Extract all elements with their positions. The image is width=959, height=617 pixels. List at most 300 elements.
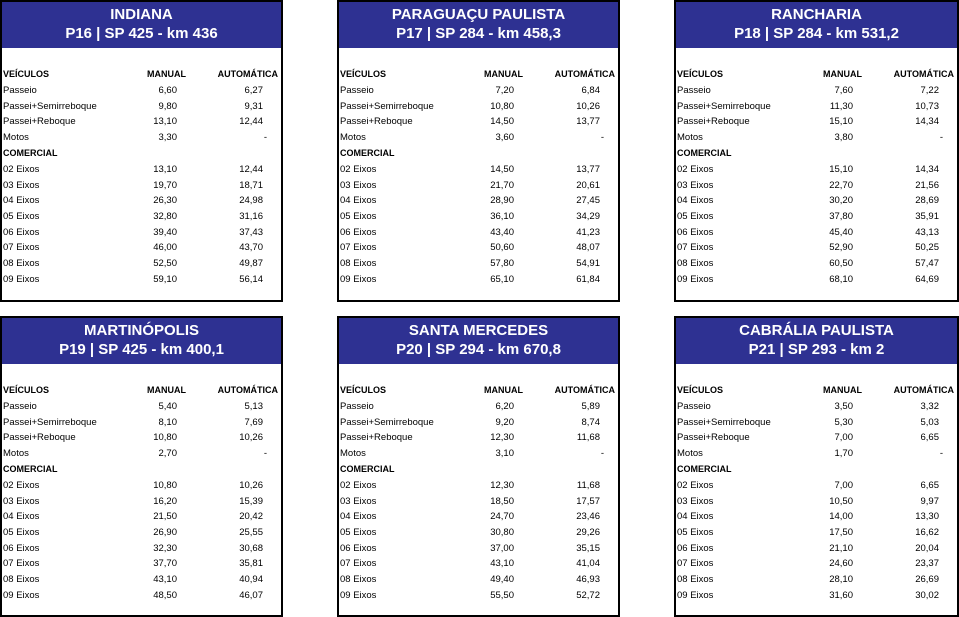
plaza-header: [676, 2, 957, 48]
automatic-column-header: AUTOMÁTICA: [554, 385, 615, 395]
fare-row-axles: [339, 494, 618, 509]
manual-fare: 10,80: [153, 480, 177, 491]
manual-fare: 7,00: [834, 480, 853, 491]
plaza-location-code: P19 | SP 425 - km 400,1: [59, 341, 224, 358]
fare-row-reboque: [339, 430, 618, 445]
row-label: Motos: [3, 448, 29, 459]
plaza-city-name: MARTINÓPOLIS: [84, 322, 199, 339]
automatic-fare: 43,13: [915, 227, 939, 238]
automatic-fare: 46,93: [576, 574, 600, 585]
row-label: 02 Eixos: [340, 164, 377, 175]
automatic-fare: 5,03: [920, 417, 939, 428]
fare-row-reboque: [339, 114, 618, 129]
row-label: 08 Eixos: [3, 258, 40, 269]
toll-plaza-panel: [674, 316, 959, 617]
row-label: COMERCIAL: [677, 148, 732, 158]
manual-fare: 11,30: [829, 101, 853, 112]
automatic-fare: 61,84: [576, 274, 600, 285]
row-label: 07 Eixos: [677, 558, 714, 569]
fare-row-motos: [2, 446, 281, 461]
fare-row-semirreboque: [676, 415, 957, 430]
fare-row-axles: [339, 193, 618, 208]
section-label-comercial: [2, 462, 281, 477]
row-label: VEÍCULOS: [340, 385, 387, 395]
plaza-location-code: P21 | SP 293 - km 2: [748, 341, 885, 358]
manual-fare: 12,30: [490, 432, 514, 443]
fare-row-axles: [339, 556, 618, 571]
row-label: 03 Eixos: [3, 180, 40, 191]
manual-fare: 21,70: [490, 180, 514, 191]
row-label: 04 Eixos: [340, 195, 377, 206]
row-label: 04 Eixos: [3, 195, 40, 206]
automatic-fare: 5,89: [581, 401, 600, 412]
row-label: VEÍCULOS: [340, 69, 387, 79]
manual-column-header: MANUAL: [147, 69, 186, 79]
automatic-fare: 20,04: [915, 543, 939, 554]
row-label: 03 Eixos: [3, 496, 40, 507]
row-label: Passei+Semirreboque: [3, 101, 97, 112]
automatic-fare: 6,65: [920, 480, 939, 491]
fare-row-axles: [2, 588, 281, 603]
row-label: Passei+Reboque: [340, 432, 413, 443]
manual-fare: 21,10: [829, 543, 853, 554]
plaza-city-name: SANTA MERCEDES: [408, 322, 549, 339]
row-label: Passei+Semirreboque: [340, 417, 434, 428]
row-label: Passeio: [340, 85, 374, 96]
manual-fare: 8,10: [158, 417, 177, 428]
section-label-comercial: [676, 146, 957, 161]
fare-row-passeio: [2, 399, 281, 414]
automatic-fare: 15,39: [239, 496, 263, 507]
row-label: Motos: [340, 132, 366, 143]
automatic-fare: 24,98: [239, 195, 263, 206]
fare-row-axles: [2, 209, 281, 224]
fare-row-axles: [676, 509, 957, 524]
column-header-row: [339, 67, 618, 82]
fare-row-axles: [2, 272, 281, 287]
fare-row-axles: [676, 556, 957, 571]
fare-row-semirreboque: [676, 99, 957, 114]
row-label: 09 Eixos: [3, 590, 40, 601]
automatic-fare: 12,44: [239, 164, 263, 175]
manual-fare: 3,60: [495, 132, 514, 143]
manual-column-header: MANUAL: [823, 385, 862, 395]
automatic-fare: 20,61: [576, 180, 600, 191]
automatic-fare: 18,71: [239, 180, 263, 191]
row-label: 04 Eixos: [340, 511, 377, 522]
manual-fare: 49,40: [490, 574, 514, 585]
row-label: 08 Eixos: [3, 574, 40, 585]
automatic-fare: 29,26: [576, 527, 600, 538]
fare-row-reboque: [2, 430, 281, 445]
row-label: Passeio: [3, 401, 37, 412]
row-label: 09 Eixos: [677, 590, 714, 601]
row-label: 07 Eixos: [3, 242, 40, 253]
automatic-fare: 41,23: [576, 227, 600, 238]
row-label: VEÍCULOS: [3, 385, 50, 395]
row-label: VEÍCULOS: [3, 69, 50, 79]
manual-fare: 14,50: [490, 164, 514, 175]
row-label: 09 Eixos: [340, 590, 377, 601]
fare-row-axles: [339, 209, 618, 224]
manual-fare: 9,20: [495, 417, 514, 428]
plaza-header: [676, 318, 957, 364]
row-label: 03 Eixos: [340, 180, 377, 191]
row-label: 02 Eixos: [3, 480, 40, 491]
fare-row-axles: [676, 478, 957, 493]
row-label: Motos: [3, 132, 29, 143]
section-label-comercial: [339, 146, 618, 161]
automatic-fare: 30,02: [915, 590, 939, 601]
automatic-fare: 5,13: [244, 401, 263, 412]
automatic-fare: 3,32: [920, 401, 939, 412]
fare-row-passeio: [2, 83, 281, 98]
automatic-fare: 31,16: [239, 211, 263, 222]
fare-row-reboque: [2, 114, 281, 129]
manual-fare: 32,30: [153, 543, 177, 554]
fare-row-axles: [2, 240, 281, 255]
manual-fare: 16,20: [153, 496, 177, 507]
manual-fare: 28,90: [490, 195, 514, 206]
manual-fare: 37,80: [829, 211, 853, 222]
fare-row-passeio: [676, 399, 957, 414]
manual-fare: 14,00: [829, 511, 853, 522]
automatic-fare: 23,46: [576, 511, 600, 522]
manual-fare: 30,80: [490, 527, 514, 538]
fare-row-axles: [339, 256, 618, 271]
fare-row-axles: [676, 572, 957, 587]
row-label: 06 Eixos: [3, 227, 40, 238]
automatic-fare: 7,69: [244, 417, 263, 428]
plaza-city-name: CABRÁLIA PAULISTA: [739, 322, 894, 339]
row-label: VEÍCULOS: [677, 69, 724, 79]
row-label: Passeio: [340, 401, 374, 412]
row-label: 09 Eixos: [3, 274, 40, 285]
plaza-location-code: P17 | SP 284 - km 458,3: [396, 25, 561, 42]
fare-row-axles: [676, 240, 957, 255]
fare-row-axles: [339, 178, 618, 193]
row-label: 07 Eixos: [3, 558, 40, 569]
fare-row-axles: [2, 162, 281, 177]
fare-row-axles: [2, 225, 281, 240]
automatic-fare: 56,14: [239, 274, 263, 285]
manual-fare: 12,30: [490, 480, 514, 491]
automatic-fare: 46,07: [239, 590, 263, 601]
row-label: 07 Eixos: [677, 242, 714, 253]
manual-fare: 15,10: [829, 116, 853, 127]
fare-row-axles: [2, 494, 281, 509]
automatic-fare: 41,04: [576, 558, 600, 569]
manual-fare: 24,70: [490, 511, 514, 522]
automatic-fare: -: [263, 448, 267, 459]
fare-row-axles: [339, 525, 618, 540]
row-label: 02 Eixos: [677, 164, 714, 175]
fare-row-semirreboque: [339, 99, 618, 114]
automatic-fare: 50,25: [915, 242, 939, 253]
automatic-fare: 16,62: [915, 527, 939, 538]
manual-fare: 18,50: [490, 496, 514, 507]
plaza-city-name: PARAGUAÇU PAULISTA: [391, 6, 566, 23]
automatic-fare: 25,55: [239, 527, 263, 538]
fare-row-passeio: [676, 83, 957, 98]
automatic-fare: 35,91: [915, 211, 939, 222]
row-label: 09 Eixos: [340, 274, 377, 285]
manual-fare: 46,00: [153, 242, 177, 253]
manual-fare: 13,10: [153, 116, 177, 127]
column-header-row: [676, 67, 957, 82]
fare-row-axles: [339, 162, 618, 177]
automatic-fare: 10,26: [239, 480, 263, 491]
section-label-comercial: [2, 146, 281, 161]
row-label: Passeio: [3, 85, 37, 96]
fare-row-axles: [676, 541, 957, 556]
manual-fare: 50,60: [490, 242, 514, 253]
manual-fare: 65,10: [490, 274, 514, 285]
manual-fare: 55,50: [490, 590, 514, 601]
row-label: Passei+Reboque: [3, 432, 76, 443]
automatic-fare: -: [263, 132, 267, 143]
row-label: 08 Eixos: [677, 258, 714, 269]
manual-fare: 43,10: [490, 558, 514, 569]
manual-fare: 24,60: [829, 558, 853, 569]
fare-row-axles: [2, 525, 281, 540]
automatic-fare: 11,68: [576, 480, 600, 491]
manual-fare: 19,70: [153, 180, 177, 191]
automatic-column-header: AUTOMÁTICA: [554, 69, 615, 79]
fare-row-axles: [676, 256, 957, 271]
column-header-row: [676, 383, 957, 398]
row-label: COMERCIAL: [340, 464, 395, 474]
row-label: COMERCIAL: [3, 464, 58, 474]
row-label: Passei+Semirreboque: [677, 417, 771, 428]
row-label: 04 Eixos: [677, 511, 714, 522]
automatic-fare: 10,73: [915, 101, 939, 112]
automatic-column-header: AUTOMÁTICA: [893, 69, 954, 79]
plaza-header: [2, 2, 281, 48]
automatic-fare: 64,69: [915, 274, 939, 285]
fare-row-axles: [339, 478, 618, 493]
manual-fare: 7,20: [495, 85, 514, 96]
fare-row-axles: [2, 556, 281, 571]
fare-row-semirreboque: [339, 415, 618, 430]
manual-fare: 52,50: [153, 258, 177, 269]
column-header-row: [2, 383, 281, 398]
manual-fare: 1,70: [834, 448, 853, 459]
manual-fare: 52,90: [829, 242, 853, 253]
plaza-location-code: P16 | SP 425 - km 436: [65, 25, 218, 42]
fare-row-axles: [676, 209, 957, 224]
manual-fare: 9,80: [158, 101, 177, 112]
row-label: 06 Eixos: [340, 227, 377, 238]
row-label: Passeio: [677, 85, 711, 96]
manual-fare: 21,50: [153, 511, 177, 522]
automatic-fare: 35,81: [239, 558, 263, 569]
fare-row-axles: [2, 478, 281, 493]
automatic-fare: 7,22: [920, 85, 939, 96]
manual-fare: 32,80: [153, 211, 177, 222]
automatic-fare: 23,37: [915, 558, 939, 569]
fare-row-axles: [676, 225, 957, 240]
row-label: 07 Eixos: [340, 558, 377, 569]
automatic-fare: -: [939, 448, 943, 459]
fare-row-semirreboque: [2, 415, 281, 430]
automatic-fare: -: [939, 132, 943, 143]
automatic-fare: 35,15: [576, 543, 600, 554]
row-label: 02 Eixos: [3, 164, 40, 175]
plaza-location-code: P18 | SP 284 - km 531,2: [734, 25, 899, 42]
manual-fare: 6,20: [495, 401, 514, 412]
row-label: Motos: [677, 132, 703, 143]
automatic-fare: 27,45: [576, 195, 600, 206]
row-label: Motos: [340, 448, 366, 459]
automatic-fare: 48,07: [576, 242, 600, 253]
automatic-fare: 13,30: [915, 511, 939, 522]
fare-row-axles: [2, 509, 281, 524]
automatic-fare: 10,26: [239, 432, 263, 443]
manual-fare: 5,30: [834, 417, 853, 428]
manual-fare: 26,90: [153, 527, 177, 538]
section-label-comercial: [676, 462, 957, 477]
fare-row-motos: [339, 130, 618, 145]
automatic-fare: 49,87: [239, 258, 263, 269]
toll-plaza-panel: [0, 316, 283, 617]
row-label: 03 Eixos: [677, 180, 714, 191]
automatic-column-header: AUTOMÁTICA: [893, 385, 954, 395]
row-label: Passeio: [677, 401, 711, 412]
row-label: 02 Eixos: [340, 480, 377, 491]
manual-fare: 26,30: [153, 195, 177, 206]
manual-fare: 3,50: [834, 401, 853, 412]
automatic-fare: 34,29: [576, 211, 600, 222]
manual-fare: 59,10: [153, 274, 177, 285]
manual-fare: 43,40: [490, 227, 514, 238]
fare-row-axles: [676, 272, 957, 287]
row-label: Passei+Semirreboque: [677, 101, 771, 112]
automatic-fare: 11,68: [576, 432, 600, 443]
plaza-header: [2, 318, 281, 364]
automatic-fare: 6,27: [244, 85, 263, 96]
automatic-column-header: AUTOMÁTICA: [217, 385, 278, 395]
manual-fare: 22,70: [829, 180, 853, 191]
manual-fare: 31,60: [829, 590, 853, 601]
manual-fare: 39,40: [153, 227, 177, 238]
fare-row-axles: [676, 588, 957, 603]
row-label: Passei+Reboque: [677, 432, 750, 443]
row-label: Passei+Semirreboque: [340, 101, 434, 112]
fare-row-axles: [2, 256, 281, 271]
plaza-city-name: INDIANA: [110, 6, 173, 23]
manual-column-header: MANUAL: [484, 385, 523, 395]
row-label: 06 Eixos: [677, 227, 714, 238]
automatic-column-header: AUTOMÁTICA: [217, 69, 278, 79]
automatic-fare: 14,34: [915, 116, 939, 127]
automatic-fare: 10,26: [576, 101, 600, 112]
row-label: COMERCIAL: [340, 148, 395, 158]
automatic-fare: 17,57: [576, 496, 600, 507]
row-label: 05 Eixos: [340, 211, 377, 222]
row-label: 08 Eixos: [340, 258, 377, 269]
toll-plaza-panel: [337, 316, 620, 617]
row-label: 06 Eixos: [340, 543, 377, 554]
row-label: Passei+Semirreboque: [3, 417, 97, 428]
manual-fare: 13,10: [153, 164, 177, 175]
manual-fare: 7,00: [834, 432, 853, 443]
manual-fare: 5,40: [158, 401, 177, 412]
manual-fare: 10,80: [153, 432, 177, 443]
row-label: COMERCIAL: [677, 464, 732, 474]
automatic-fare: -: [600, 132, 604, 143]
automatic-fare: 9,97: [920, 496, 939, 507]
fare-row-axles: [339, 225, 618, 240]
row-label: Passei+Reboque: [677, 116, 750, 127]
manual-fare: 60,50: [829, 258, 853, 269]
automatic-fare: 6,84: [581, 85, 600, 96]
row-label: 04 Eixos: [3, 511, 40, 522]
fare-row-axles: [339, 272, 618, 287]
manual-column-header: MANUAL: [484, 69, 523, 79]
row-label: 06 Eixos: [3, 543, 40, 554]
manual-fare: 17,50: [829, 527, 853, 538]
fare-row-motos: [2, 130, 281, 145]
plaza-header: [339, 2, 618, 48]
row-label: 05 Eixos: [3, 211, 40, 222]
automatic-fare: 14,34: [915, 164, 939, 175]
manual-fare: 2,70: [158, 448, 177, 459]
fare-row-passeio: [339, 399, 618, 414]
manual-fare: 28,10: [829, 574, 853, 585]
automatic-fare: 13,77: [576, 164, 600, 175]
automatic-fare: 40,94: [239, 574, 263, 585]
fare-row-axles: [339, 541, 618, 556]
automatic-fare: 28,69: [915, 195, 939, 206]
row-label: 08 Eixos: [677, 574, 714, 585]
automatic-fare: 21,56: [915, 180, 939, 191]
automatic-fare: 37,43: [239, 227, 263, 238]
manual-fare: 7,60: [834, 85, 853, 96]
manual-fare: 3,30: [158, 132, 177, 143]
fare-row-axles: [339, 509, 618, 524]
fare-row-axles: [676, 162, 957, 177]
fare-row-axles: [339, 240, 618, 255]
fare-row-axles: [2, 193, 281, 208]
automatic-fare: 26,69: [915, 574, 939, 585]
automatic-fare: 30,68: [239, 543, 263, 554]
automatic-fare: 6,65: [920, 432, 939, 443]
column-header-row: [2, 67, 281, 82]
manual-fare: 3,10: [495, 448, 514, 459]
fare-row-motos: [339, 446, 618, 461]
fare-row-axles: [2, 178, 281, 193]
manual-fare: 37,70: [153, 558, 177, 569]
column-header-row: [339, 383, 618, 398]
plaza-header: [339, 318, 618, 364]
automatic-fare: 12,44: [239, 116, 263, 127]
manual-fare: 14,50: [490, 116, 514, 127]
fare-row-motos: [676, 130, 957, 145]
fare-row-axles: [2, 541, 281, 556]
automatic-fare: 43,70: [239, 242, 263, 253]
manual-fare: 57,80: [490, 258, 514, 269]
manual-column-header: MANUAL: [147, 385, 186, 395]
fare-row-axles: [339, 588, 618, 603]
automatic-fare: 52,72: [576, 590, 600, 601]
manual-fare: 36,10: [490, 211, 514, 222]
row-label: VEÍCULOS: [677, 385, 724, 395]
row-label: 09 Eixos: [677, 274, 714, 285]
automatic-fare: 13,77: [576, 116, 600, 127]
toll-plaza-panel: [0, 0, 283, 302]
row-label: 03 Eixos: [677, 496, 714, 507]
